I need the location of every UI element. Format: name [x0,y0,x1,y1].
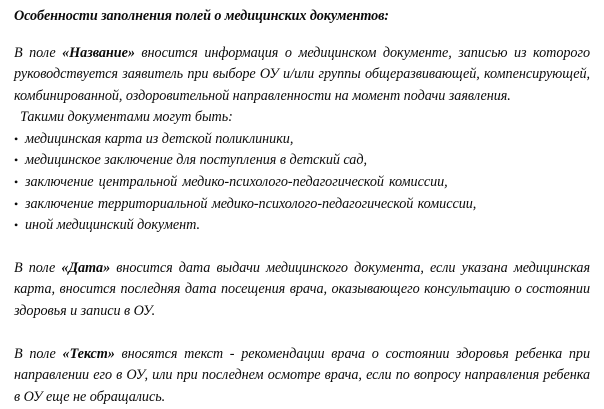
list-item-label: заключение центральной медико-психолого-педагогической комиссии, [25,174,448,191]
list-item [14,129,590,151]
bullet-icon: • [14,153,19,168]
paragraph-data [14,258,590,323]
list-intro-nazvanie: Такими документами могут быть: [20,109,233,126]
field-label-data: «Дата» [61,259,111,276]
page-title: Особенности заполнения полей о медицинских документов: [14,8,389,24]
spacer-before-tekst-section [14,323,590,344]
list-item-label: иной медицинский документ. [25,217,200,234]
paragraph-nazvanie-body: вносится информация о медицинском документе, записью из которого руководствуется заявитель при выборе ОУ и/или группы общеразвивающей, компенсирующей, комбинированной, оздоровительной направленности на момент подачи заявления. [14,44,590,104]
list-item [14,215,590,237]
paragraph-tekst [14,344,590,409]
paragraph-nazvanie [14,43,590,108]
bullet-icon: • [14,196,19,211]
bullet-icon: • [14,175,19,190]
bullet-icon: • [14,218,19,233]
list-item-label: заключение территориальной медико-психолого-педагогической комиссии, [25,195,477,212]
field-label-tekst: «Текст» [62,345,115,362]
spacer-before-data-section [14,237,590,258]
medical-document-list [14,129,590,237]
field-label-nazvanie: «Название» [62,44,135,61]
list-item-label: медицинское заключение для поступления в детский сад, [25,152,367,169]
paragraph-tekst-lead: В поле [14,345,63,362]
list-item [14,172,590,194]
paragraph-data-body: вносится дата выдачи медицинского документа, если указана медицинская карта, вносится последняя дата посещения врача, оказывающего консультацию о состоянии здоровья и записи в ОУ. [14,259,590,320]
paragraph-nazvanie-lead: В поле [14,44,63,61]
paragraph-data-lead: В поле [14,259,62,276]
paragraph-tekst-body: вносятся текст - рекомендации врача о состоянии здоровья ребенка при направлении его в ОУ, или при последнем осмотре врача, если по вопросу направления ребенка в ОУ еще не обращались. [14,345,590,405]
list-item [14,194,590,216]
spacer-after-title [14,28,590,43]
document-content [14,0,590,408]
bullet-icon: • [14,131,19,146]
list-item [14,150,590,172]
list-item-label: медицинская карта из детской поликлиники, [25,130,294,147]
